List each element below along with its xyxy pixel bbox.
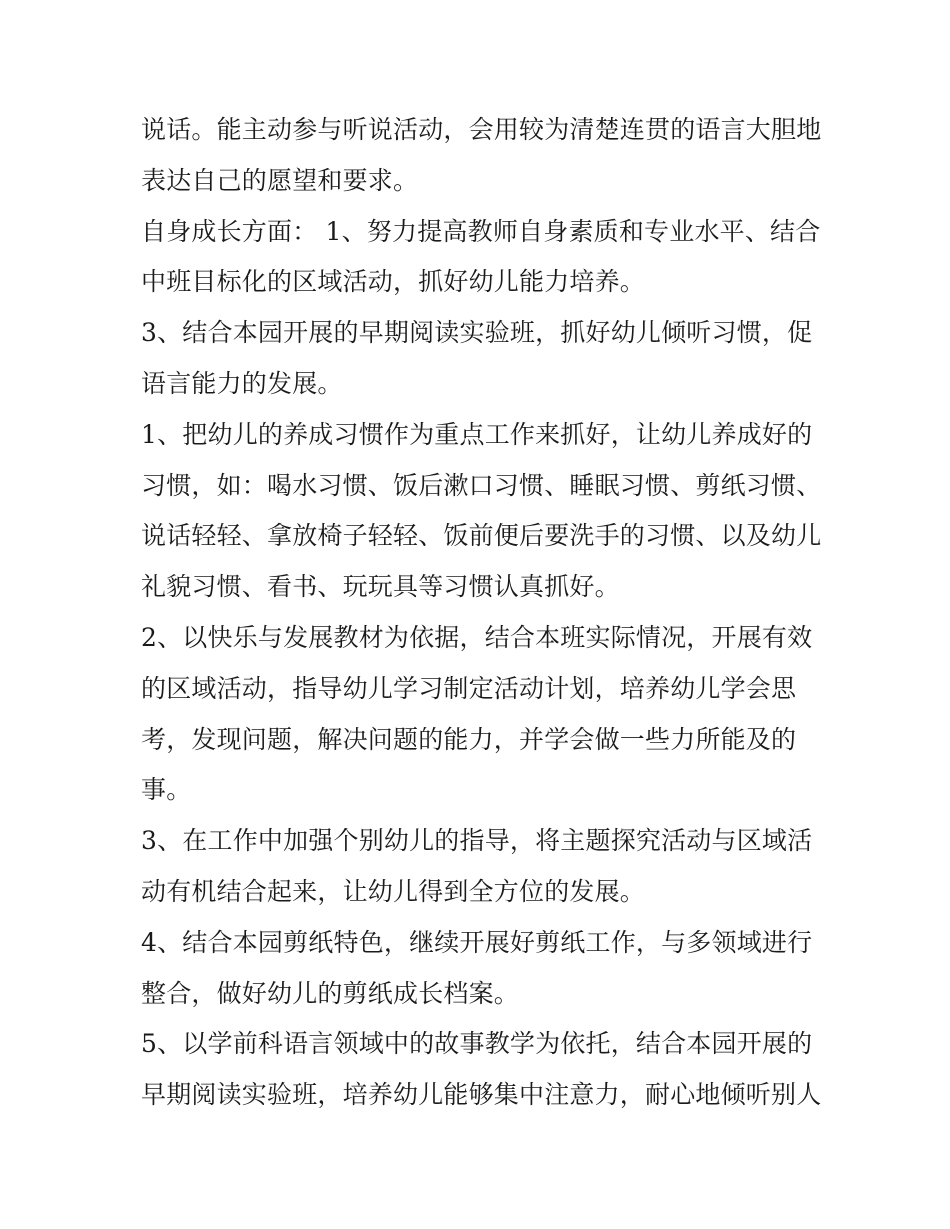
text-line: 整合，做好幼儿的剪纸成长档案。	[141, 978, 520, 1008]
text-line: 的区域活动，指导幼儿学习制定活动计划，培养幼儿学会思	[141, 673, 797, 703]
text-line: 3、结合本园开展的早期阅读实验班，抓好幼儿倾听习惯，促	[141, 318, 813, 348]
text-line: 2、以快乐与发展教材为依据，结合本班实际情况，开展有效	[141, 622, 813, 652]
text-line: 礼貌习惯、看书、玩玩具等习惯认真抓好。	[141, 572, 620, 602]
text-line: 语言能力的发展。	[141, 368, 343, 398]
text-line: 3、在工作中加强个别幼儿的指导，将主题探究活动与区域活	[141, 826, 813, 856]
text-line: 习惯，如：喝水习惯、饭后漱口习惯、睡眠习惯、剪纸习惯、	[141, 470, 822, 500]
text-line: 动有机结合起来，让幼儿得到全方位的发展。	[141, 876, 646, 906]
text-line: 早期阅读实验班，培养幼儿能够集中注意力，耐心地倾听别人	[141, 1080, 822, 1110]
text-line: 4、结合本园剪纸特色，继续开展好剪纸工作，与多领域进行	[141, 927, 813, 957]
text-line: 5、以学前科语言领域中的故事教学为依托，结合本园开展的	[141, 1029, 813, 1059]
text-line: 中班目标化的区域活动，抓好幼儿能力培养。	[141, 267, 646, 297]
text-line: 表达自己的愿望和要求。	[141, 165, 419, 195]
text-line: 考，发现问题，解决问题的能力，并学会做一些力所能及的	[141, 724, 797, 754]
text-line: 自身成长方面： 1、努力提高教师自身素质和专业水平、结合	[141, 216, 821, 246]
document-body	[141, 105, 821, 1121]
text-line: 说话轻轻、拿放椅子轻轻、饭前便后要洗手的习惯、以及幼儿	[141, 521, 822, 551]
text-line: 事。	[141, 775, 192, 805]
text-line: 说话。能主动参与听说活动，会用较为清楚连贯的语言大胆地	[141, 115, 822, 144]
text-line: 1、把幼儿的养成习惯作为重点工作来抓好，让幼儿养成好的	[141, 419, 813, 449]
